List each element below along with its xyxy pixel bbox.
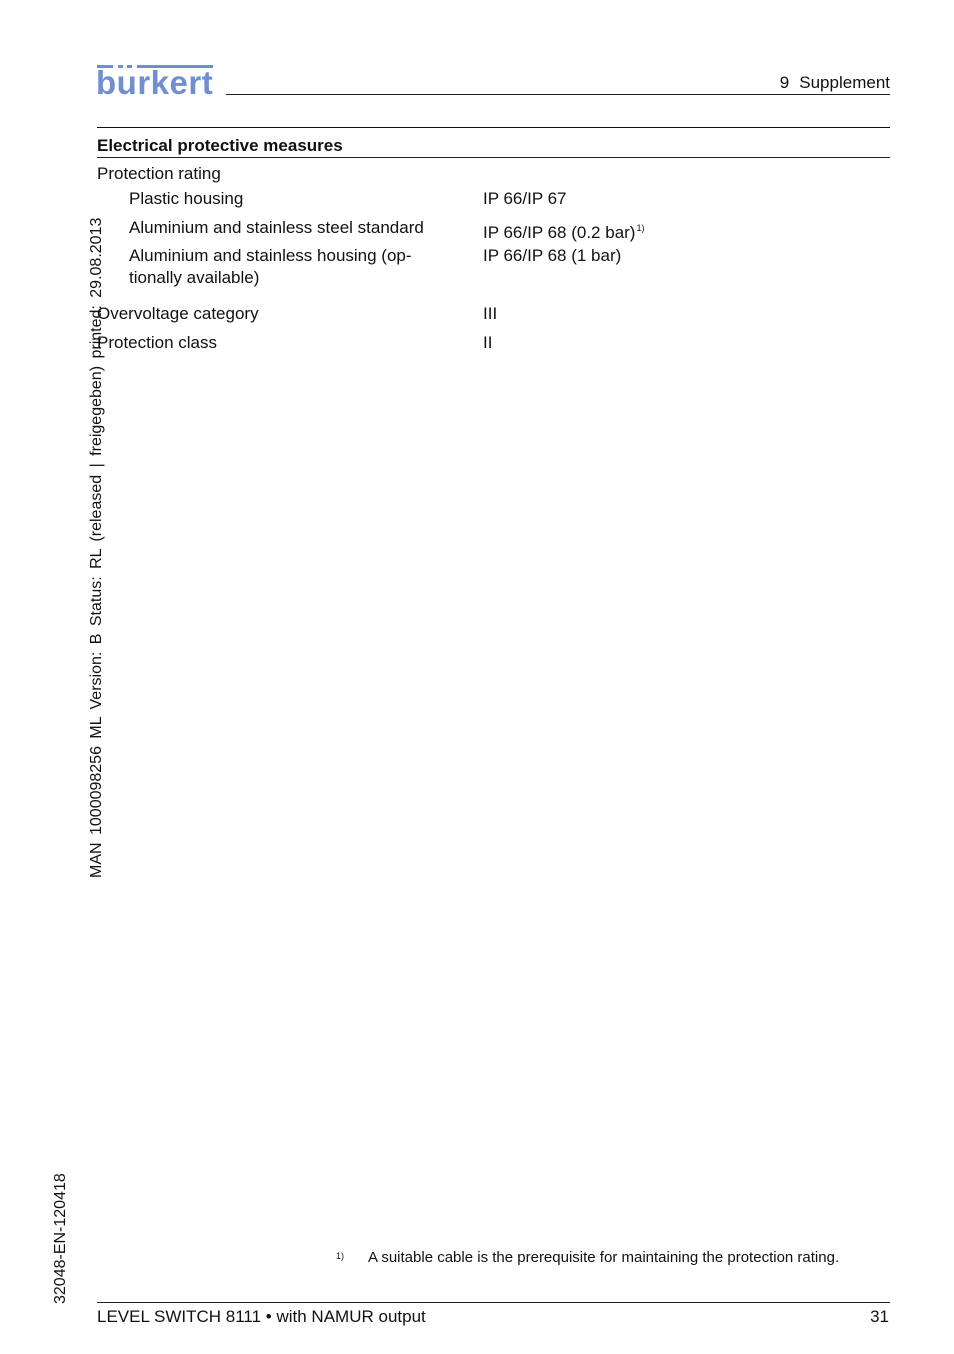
- aluminium-standard-value-cell: [483, 217, 644, 244]
- aluminium-optional-label: [129, 245, 412, 289]
- footnote-mark: 1): [336, 1251, 345, 1261]
- aluminium-optional-label-line1: Aluminium and stainless housing (op-: [129, 246, 412, 265]
- burkert-logo: [96, 64, 214, 100]
- plastic-housing-label: Plastic housing: [129, 189, 244, 208]
- overvoltage-value: III: [483, 304, 498, 323]
- aluminium-optional-label-line2: tionally available): [129, 268, 260, 287]
- footnote-ref: 1): [636, 223, 645, 233]
- section-title: Supplement: [799, 73, 890, 92]
- aluminium-standard-value: IP 66/IP 68 (0.2 bar): [483, 223, 636, 242]
- table-title-rule: [97, 157, 890, 158]
- footer-rule: [97, 1302, 890, 1303]
- brand-name: burkert: [96, 64, 214, 101]
- overvoltage-label: Overvoltage category: [97, 304, 259, 323]
- plastic-housing-value: IP 66/IP 67: [483, 189, 567, 208]
- aluminium-standard-label: Aluminium and stainless steel standard: [129, 218, 424, 237]
- footer-title: LEVEL SWITCH 8111 • with NAMUR output: [97, 1307, 426, 1326]
- protection-class-value: II: [483, 333, 493, 352]
- table-title: Electrical protective measures: [97, 136, 343, 155]
- protection-class-label: Protection class: [97, 333, 217, 352]
- document-code: 32048-EN-120418: [52, 1173, 69, 1304]
- page-number: 31: [870, 1307, 889, 1326]
- section-number: 9: [779, 73, 790, 92]
- protection-rating-label: Protection rating: [97, 164, 221, 183]
- header-section: [780, 73, 890, 93]
- document-status-sidebar: MAN 1000098256 ML Version: B Status: RL (released | freigegeben) printed: 29.08.2013: [88, 217, 105, 878]
- table-top-rule: [97, 127, 890, 128]
- footnote-text: A suitable cable is the prerequisite for maintaining the protection rating.: [368, 1249, 840, 1266]
- aluminium-optional-value: IP 66/IP 68 (1 bar): [483, 246, 622, 265]
- header-rule: [226, 94, 890, 95]
